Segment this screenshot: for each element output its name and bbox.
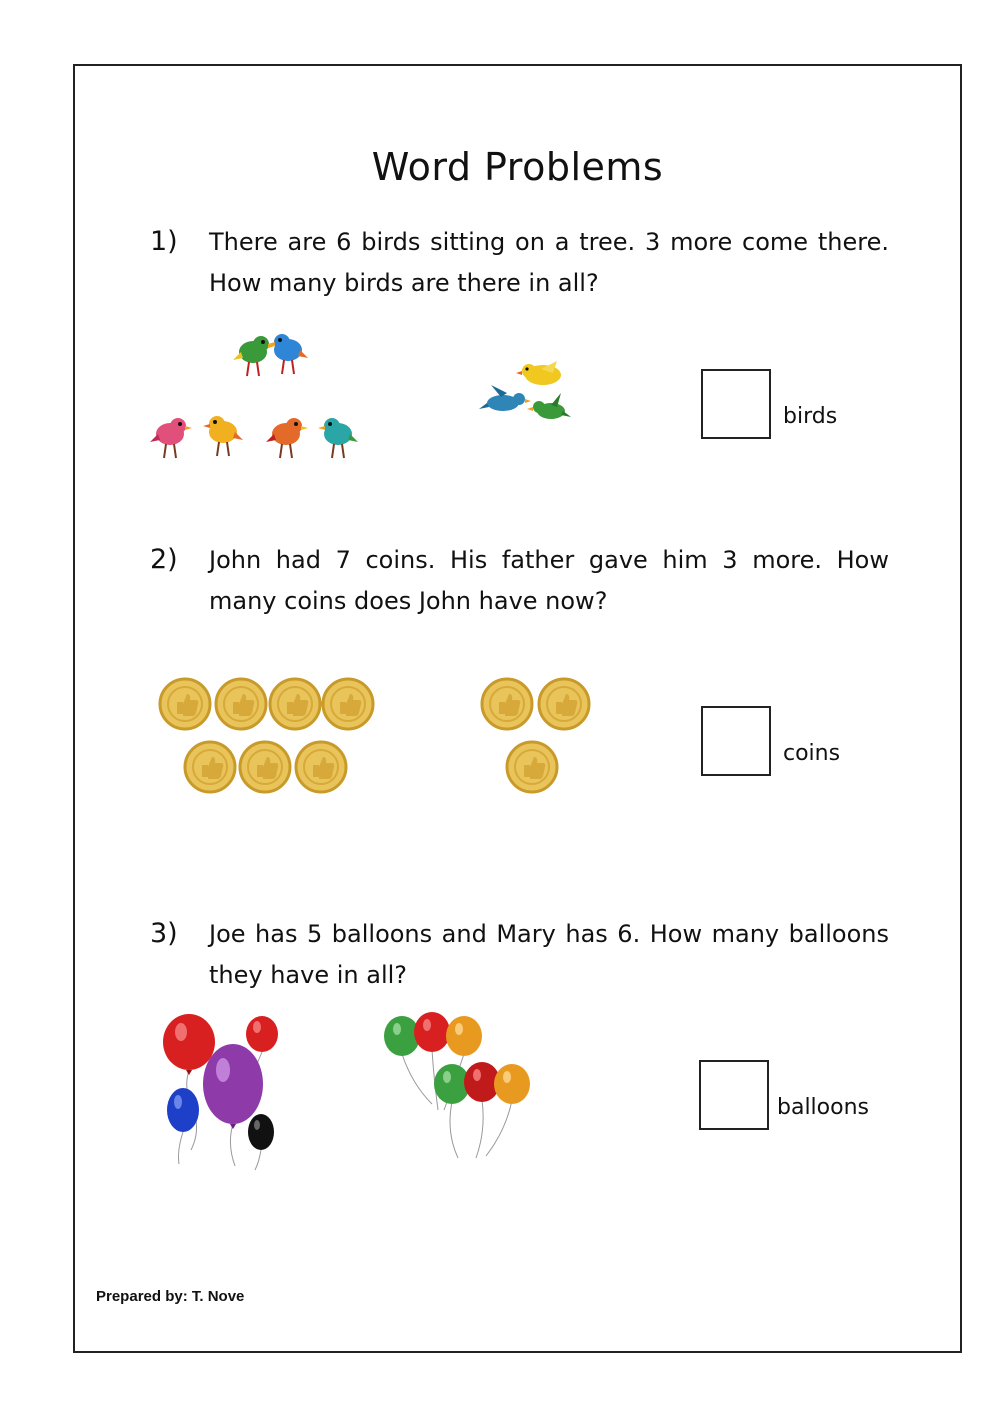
- bird-icon: [203, 416, 243, 456]
- question-2-text: John had 7 coins. His father gave him 3 more. How many coins does John have now?: [209, 546, 889, 615]
- bird-icon: [527, 393, 571, 419]
- balloon-icon: [248, 1114, 274, 1170]
- question-1-number: 1): [150, 226, 178, 257]
- question-2-number: 2): [150, 544, 178, 575]
- question-3-text: Joe has 5 balloons and Mary has 6. How many balloons they have in all?: [209, 920, 889, 989]
- bird-icon: [318, 418, 358, 458]
- coin-icon: [185, 742, 235, 792]
- answer-box-balloons[interactable]: [699, 1060, 769, 1130]
- coin-icon: [539, 679, 589, 729]
- coin-icon: [270, 679, 320, 729]
- coin-icon: [296, 742, 346, 792]
- question-2-group-a: [155, 676, 380, 796]
- coin-icon: [323, 679, 373, 729]
- bird-icon: [150, 418, 192, 458]
- balloon-icon: [203, 1044, 263, 1166]
- bird-icon: [268, 334, 308, 374]
- balloon-icon: [167, 1088, 199, 1164]
- unit-label-birds: birds: [783, 404, 838, 429]
- question-1-text: There are 6 birds sitting on a tree. 3 more come there. How many birds are there in all?: [209, 228, 889, 297]
- question-1-group-b: [475, 355, 585, 435]
- coin-icon: [216, 679, 266, 729]
- answer-box-birds[interactable]: [701, 369, 771, 439]
- question-3-number: 3): [150, 918, 178, 949]
- coin-icon: [160, 679, 210, 729]
- coin-icon: [507, 742, 557, 792]
- bird-icon: [479, 385, 531, 411]
- page-title: Word Problems: [371, 145, 664, 189]
- coin-icon: [482, 679, 532, 729]
- unit-label-balloons: balloons: [777, 1095, 869, 1120]
- bird-icon: [516, 361, 561, 385]
- question-2-group-b: [478, 676, 598, 796]
- answer-box-coins[interactable]: [701, 706, 771, 776]
- bird-icon: [266, 418, 308, 458]
- coin-icon: [240, 742, 290, 792]
- footer-credit: Prepared by: T. Nove: [96, 1288, 245, 1305]
- bird-icon: [233, 336, 275, 376]
- question-1-group-a: [140, 318, 380, 478]
- question-3-group-a: [155, 1012, 290, 1177]
- question-3-group-b: [380, 1010, 540, 1170]
- unit-label-coins: coins: [783, 741, 841, 766]
